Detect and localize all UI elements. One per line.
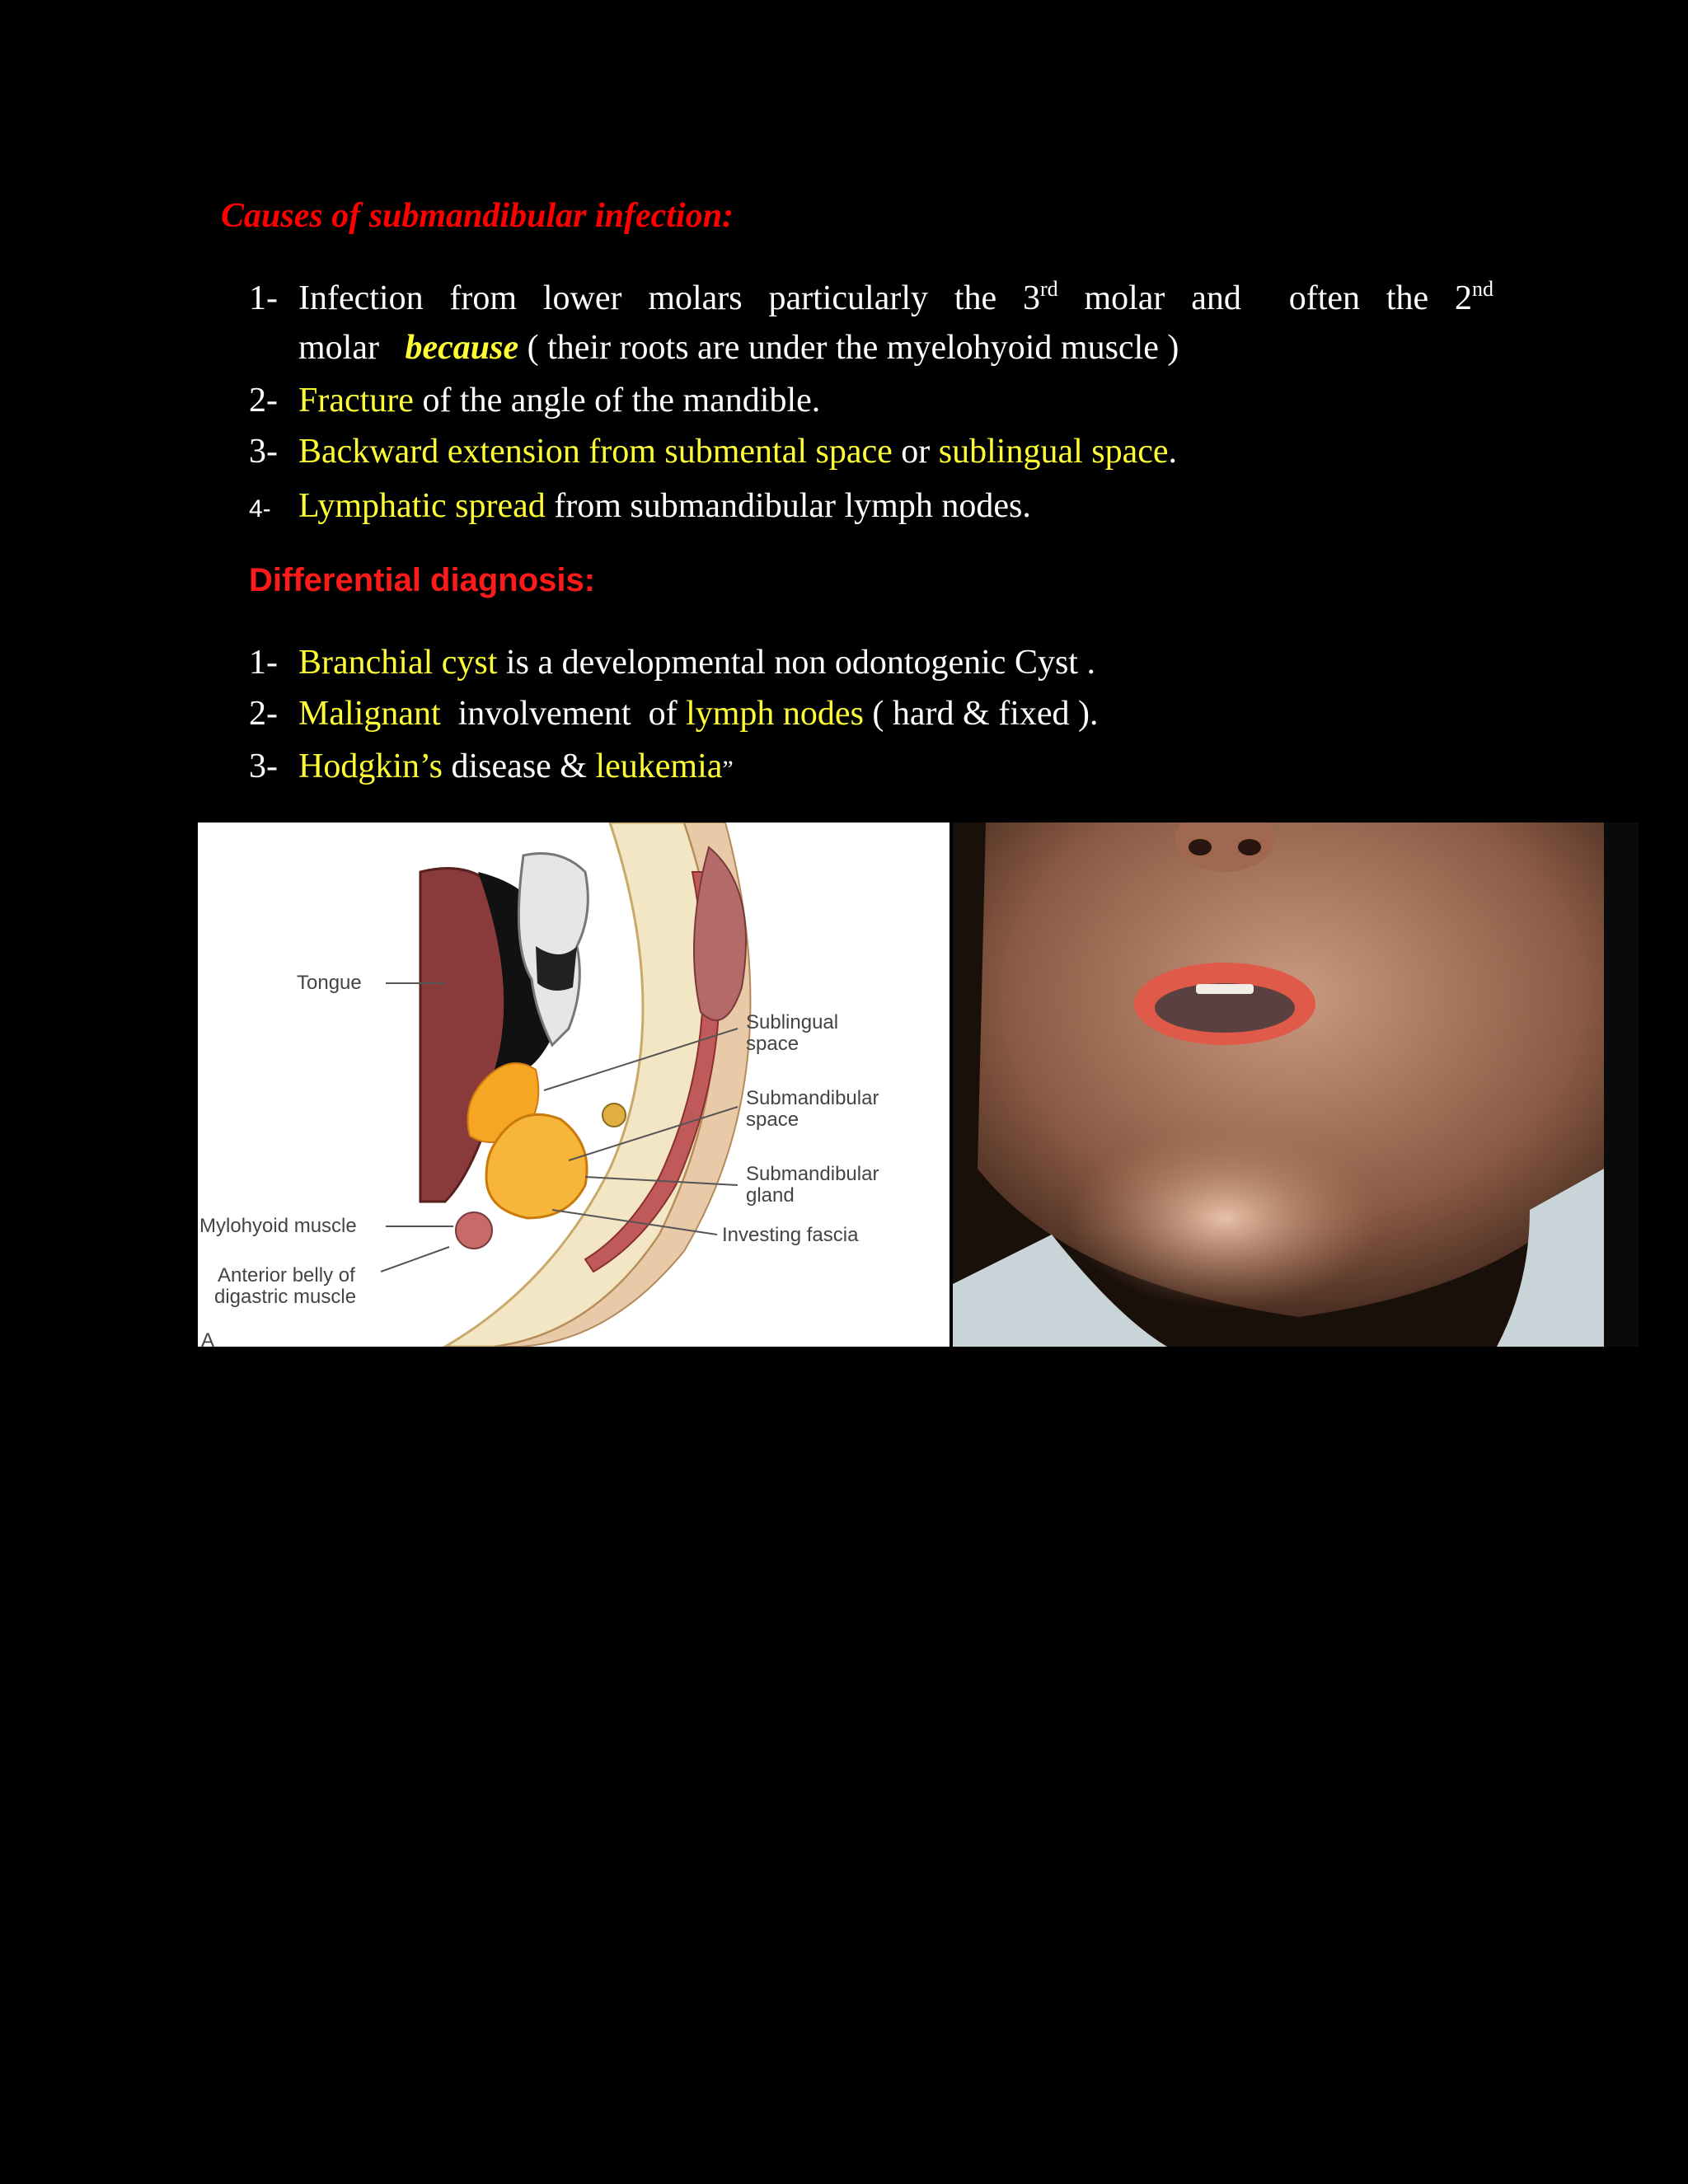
word: from bbox=[449, 279, 518, 317]
because-emphasis: because bbox=[405, 329, 519, 367]
word: molar bbox=[1084, 279, 1165, 317]
word: particularly bbox=[768, 279, 929, 317]
photo-edge bbox=[1604, 823, 1639, 1347]
item-number: 1- bbox=[249, 644, 278, 682]
word: lower bbox=[542, 279, 622, 317]
item-number: 2- bbox=[249, 695, 278, 733]
label-submandibular-space: Submandibular bbox=[746, 1087, 879, 1109]
word: often bbox=[1288, 279, 1360, 317]
label-panel-letter: A bbox=[201, 1329, 215, 1347]
word: the bbox=[954, 279, 997, 317]
anatomy-diagram-svg bbox=[198, 823, 950, 1347]
differential-heading: Differential diagnosis: bbox=[249, 562, 596, 598]
leader-digastric bbox=[381, 1247, 449, 1272]
jaw-swelling bbox=[1068, 1127, 1381, 1309]
item-number: 3- bbox=[249, 433, 278, 471]
figure-panel bbox=[198, 823, 1639, 1347]
clinical-photo-svg bbox=[953, 823, 1639, 1347]
teeth bbox=[1196, 984, 1254, 994]
upper-muscle bbox=[694, 847, 746, 1020]
mylohyoid-section bbox=[456, 1212, 492, 1249]
word: molars bbox=[648, 279, 743, 317]
label-submandibular-space-2: space bbox=[746, 1108, 799, 1131]
word: and bbox=[1191, 279, 1241, 317]
label-sublingual-2: space bbox=[746, 1033, 799, 1055]
label-mylohyoid: Mylohyoid muscle bbox=[199, 1215, 357, 1237]
label-submandibular-gland: Submandibular bbox=[746, 1163, 879, 1185]
label-investing-fascia: Investing fascia bbox=[722, 1224, 859, 1246]
word: the bbox=[1386, 279, 1429, 317]
label-anterior-belly-2: digastric muscle bbox=[214, 1286, 357, 1308]
label-anterior-belly: Anterior belly of bbox=[218, 1264, 355, 1286]
anatomy-diagram bbox=[198, 823, 950, 1347]
label-sublingual: Sublingual bbox=[746, 1011, 839, 1033]
nerve-bundle bbox=[603, 1104, 626, 1127]
label-submandibular-gland-2: gland bbox=[746, 1184, 795, 1207]
cause-item-1 bbox=[249, 274, 1493, 373]
label-tongue: Tongue bbox=[297, 972, 362, 994]
item-number: 2- bbox=[249, 382, 278, 419]
item-number: 4- bbox=[249, 495, 271, 523]
cause-item-1-line-1 bbox=[298, 274, 1493, 323]
item-number: 1- bbox=[249, 279, 278, 317]
nostril-left bbox=[1189, 839, 1212, 855]
word-2nd: 2nd bbox=[1454, 277, 1493, 317]
word: Infection bbox=[298, 279, 424, 317]
cause-item-1-line-2: molar because ( their roots are under the myelohyoid muscle ) bbox=[298, 329, 1179, 367]
nostril-right bbox=[1238, 839, 1261, 855]
word-3rd: 3rd bbox=[1022, 277, 1058, 317]
item-number: 3- bbox=[249, 748, 278, 785]
clinical-photo bbox=[953, 823, 1639, 1347]
causes-heading: Causes of submandibular infection: bbox=[221, 197, 734, 235]
